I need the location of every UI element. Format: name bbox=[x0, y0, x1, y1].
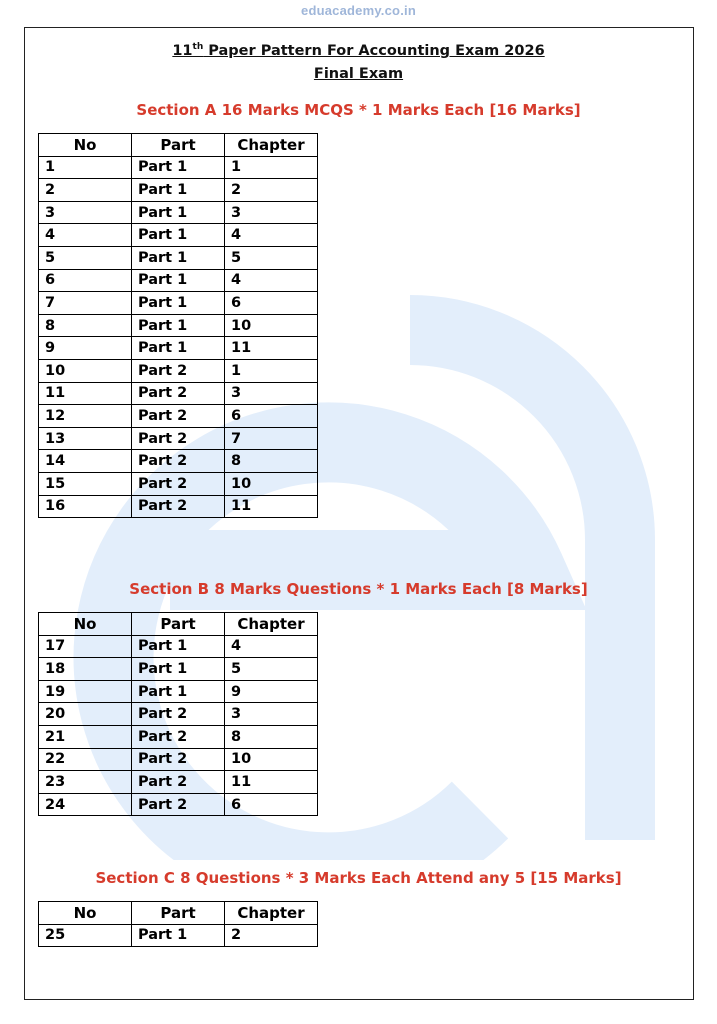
cell-no: 11 bbox=[39, 382, 132, 405]
table-row bbox=[39, 156, 318, 179]
table-row bbox=[39, 405, 318, 428]
cell-chapter: 1 bbox=[225, 359, 318, 382]
cell-part: Part 1 bbox=[132, 658, 225, 681]
table-row bbox=[39, 359, 318, 382]
cell-no: 20 bbox=[39, 703, 132, 726]
cell-part: Part 2 bbox=[132, 495, 225, 518]
column-header-chapter: Chapter bbox=[225, 902, 318, 925]
cell-chapter: 11 bbox=[225, 337, 318, 360]
cell-chapter: 10 bbox=[225, 472, 318, 495]
table-row bbox=[39, 924, 318, 947]
cell-chapter: 2 bbox=[225, 179, 318, 202]
cell-part: Part 2 bbox=[132, 472, 225, 495]
cell-no: 3 bbox=[39, 201, 132, 224]
section-a-heading: Section A 16 Marks MCQS * 1 Marks Each [16 Marks] bbox=[136, 101, 581, 119]
table-header-row bbox=[39, 902, 318, 925]
table-row bbox=[39, 246, 318, 269]
column-header-part: Part bbox=[132, 134, 225, 157]
cell-part: Part 2 bbox=[132, 382, 225, 405]
cell-no: 12 bbox=[39, 405, 132, 428]
column-header-chapter: Chapter bbox=[225, 613, 318, 636]
cell-no: 24 bbox=[39, 793, 132, 816]
table-row bbox=[39, 382, 318, 405]
section-a-table bbox=[38, 133, 318, 518]
table-row bbox=[39, 269, 318, 292]
cell-chapter: 8 bbox=[225, 725, 318, 748]
cell-chapter: 11 bbox=[225, 495, 318, 518]
cell-part: Part 2 bbox=[132, 725, 225, 748]
cell-chapter: 11 bbox=[225, 771, 318, 794]
table-row bbox=[39, 635, 318, 658]
section-b-table bbox=[38, 612, 318, 816]
cell-part: Part 2 bbox=[132, 427, 225, 450]
cell-chapter: 3 bbox=[225, 703, 318, 726]
table-row bbox=[39, 201, 318, 224]
cell-part: Part 1 bbox=[132, 924, 225, 947]
cell-part: Part 2 bbox=[132, 450, 225, 473]
cell-no: 23 bbox=[39, 771, 132, 794]
column-header-part: Part bbox=[132, 902, 225, 925]
cell-part: Part 2 bbox=[132, 405, 225, 428]
cell-no: 21 bbox=[39, 725, 132, 748]
column-header-no: No bbox=[39, 134, 132, 157]
cell-part: Part 2 bbox=[132, 703, 225, 726]
cell-no: 4 bbox=[39, 224, 132, 247]
section-c-heading: Section C 8 Questions * 3 Marks Each Attend any 5 [15 Marks] bbox=[95, 869, 622, 887]
cell-part: Part 2 bbox=[132, 793, 225, 816]
cell-part: Part 1 bbox=[132, 246, 225, 269]
cell-no: 18 bbox=[39, 658, 132, 681]
cell-chapter: 1 bbox=[225, 156, 318, 179]
page-title: 11th Paper Pattern For Accounting Exam 2026 bbox=[172, 42, 545, 59]
table-row bbox=[39, 658, 318, 681]
cell-no: 10 bbox=[39, 359, 132, 382]
table-row bbox=[39, 427, 318, 450]
cell-chapter: 5 bbox=[225, 246, 318, 269]
cell-no: 13 bbox=[39, 427, 132, 450]
site-url: eduacademy.co.in bbox=[301, 3, 416, 18]
column-header-part: Part bbox=[132, 613, 225, 636]
cell-chapter: 6 bbox=[225, 292, 318, 315]
section-b-heading: Section B 8 Marks Questions * 1 Marks Each [8 Marks] bbox=[129, 580, 588, 598]
cell-part: Part 1 bbox=[132, 635, 225, 658]
cell-no: 19 bbox=[39, 680, 132, 703]
table-row bbox=[39, 450, 318, 473]
cell-chapter: 3 bbox=[225, 201, 318, 224]
cell-chapter: 6 bbox=[225, 793, 318, 816]
section-c-table bbox=[38, 901, 318, 947]
cell-chapter: 8 bbox=[225, 450, 318, 473]
cell-part: Part 1 bbox=[132, 179, 225, 202]
cell-chapter: 10 bbox=[225, 314, 318, 337]
cell-chapter: 6 bbox=[225, 405, 318, 428]
table-row bbox=[39, 472, 318, 495]
cell-part: Part 1 bbox=[132, 201, 225, 224]
page-subtitle: Final Exam bbox=[313, 66, 404, 82]
cell-part: Part 1 bbox=[132, 224, 225, 247]
cell-part: Part 1 bbox=[132, 156, 225, 179]
cell-no: 6 bbox=[39, 269, 132, 292]
table-row bbox=[39, 771, 318, 794]
cell-chapter: 5 bbox=[225, 658, 318, 681]
cell-part: Part 2 bbox=[132, 748, 225, 771]
cell-no: 9 bbox=[39, 337, 132, 360]
cell-no: 1 bbox=[39, 156, 132, 179]
title-superscript: th bbox=[192, 42, 204, 52]
cell-part: Part 2 bbox=[132, 771, 225, 794]
cell-chapter: 4 bbox=[225, 269, 318, 292]
table-row bbox=[39, 793, 318, 816]
cell-chapter: 9 bbox=[225, 680, 318, 703]
cell-chapter: 10 bbox=[225, 748, 318, 771]
table-row bbox=[39, 224, 318, 247]
table-row bbox=[39, 680, 318, 703]
cell-no: 17 bbox=[39, 635, 132, 658]
cell-no: 22 bbox=[39, 748, 132, 771]
column-header-no: No bbox=[39, 613, 132, 636]
table-row bbox=[39, 703, 318, 726]
table-row bbox=[39, 337, 318, 360]
cell-chapter: 2 bbox=[225, 924, 318, 947]
cell-no: 25 bbox=[39, 924, 132, 947]
cell-part: Part 1 bbox=[132, 269, 225, 292]
table-row bbox=[39, 179, 318, 202]
cell-no: 14 bbox=[39, 450, 132, 473]
cell-no: 2 bbox=[39, 179, 132, 202]
cell-no: 8 bbox=[39, 314, 132, 337]
cell-no: 7 bbox=[39, 292, 132, 315]
cell-part: Part 1 bbox=[132, 680, 225, 703]
table-header-row bbox=[39, 134, 318, 157]
cell-no: 5 bbox=[39, 246, 132, 269]
table-row bbox=[39, 725, 318, 748]
cell-part: Part 1 bbox=[132, 337, 225, 360]
table-row bbox=[39, 748, 318, 771]
cell-part: Part 1 bbox=[132, 292, 225, 315]
cell-no: 16 bbox=[39, 495, 132, 518]
column-header-chapter: Chapter bbox=[225, 134, 318, 157]
table-header-row bbox=[39, 613, 318, 636]
table-row bbox=[39, 314, 318, 337]
cell-chapter: 7 bbox=[225, 427, 318, 450]
cell-part: Part 2 bbox=[132, 359, 225, 382]
column-header-no: No bbox=[39, 902, 132, 925]
cell-chapter: 3 bbox=[225, 382, 318, 405]
cell-chapter: 4 bbox=[225, 635, 318, 658]
cell-chapter: 4 bbox=[225, 224, 318, 247]
cell-no: 15 bbox=[39, 472, 132, 495]
table-row bbox=[39, 292, 318, 315]
cell-part: Part 1 bbox=[132, 314, 225, 337]
table-row bbox=[39, 495, 318, 518]
